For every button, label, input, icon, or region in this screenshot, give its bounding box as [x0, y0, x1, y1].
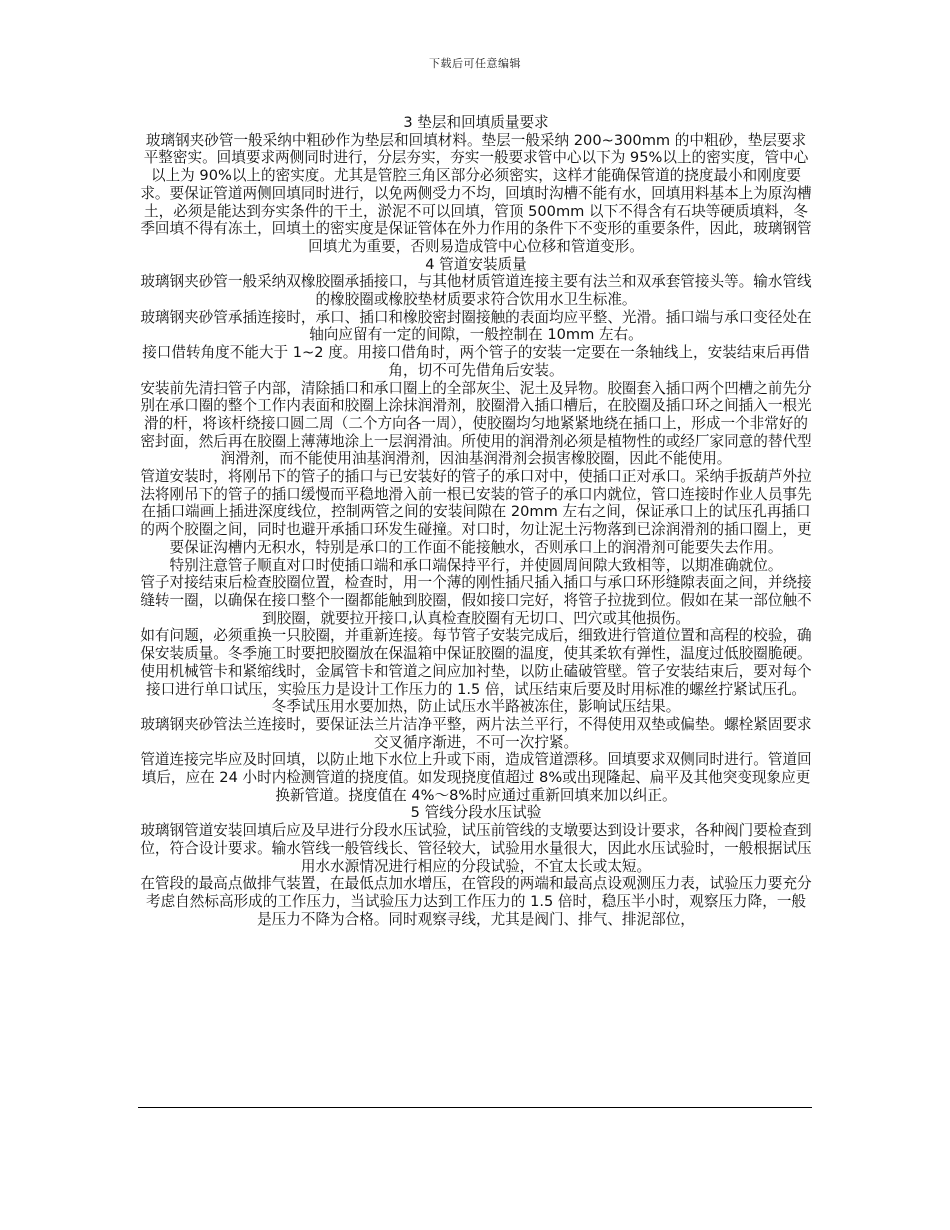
body-paragraph: 玻璃钢夹砂管法兰连接时，要保证法兰片洁净平整，两片法兰平行，不得使用双垫或偏垫。螺栓紧固要求交叉循序渐进，不可一次拧紧。 [140, 715, 812, 751]
body-paragraph: 安装前先清扫管子内部，清除插口和承口圈上的全部灰尘、泥土及异物。胶圈套入插口两个凹槽之前先分别在承口圈的整个工作内表面和胶圈上涂抹润滑剂，胶圈滑入插口槽后，在胶圈及插口环之间插入一根光滑的杆，将该杆绕接口圆二周（二个方向各一周），使胶圈均匀地紧紧地绕在插口上，形成一个非常好的密封面，然后再在胶圈上薄薄地涂上一层润滑油。所使用的润滑剂必须是植物性的或经厂家同意的替代型润滑剂，而不能使用油基润滑剂，因油基润滑剂会损害橡胶圈，因此不能使用。 [140, 379, 812, 468]
body-paragraph: 玻璃钢夹砂管一般采纳双橡胶圈承插接口，与其他材质管道连接主要有法兰和双承套管接头等。输水管线的橡胶圈或橡胶垫材质要求符合饮用水卫生标准。 [140, 273, 812, 309]
bottom-rule [138, 1107, 812, 1108]
document-body [140, 114, 812, 928]
section-heading: 3 垫层和回填质量要求 [403, 114, 549, 131]
body-paragraph: 特别注意管子顺直对口时使插口端和承口端保持平行，并使圆周间隙大致相等，以期准确就位。 [169, 556, 783, 574]
page-header: 下载后可任意编辑 [429, 57, 521, 70]
body-paragraph: 管道安装时，将刚吊下的管子的插口与已安装好的管子的承口对中，使插口正对承口。采纳手扳葫芦外拉法将刚吊下的管子的插口缓慢而平稳地滑入前一根已安装的管子的承口内就位，管口连接时作业人员事先在插口端画上插进深度线位，控制两管之间的安装间隙在 20mm 左右之间，保证承口上的试压孔再插口的两个胶圈之间，同时也避开承插口环发生碰撞。对口时，勿让泥土污物落到已涂润滑剂的插口圈上，更要保证沟槽内无积水，特别是承口的工作面不能接触水，否则承口上的润滑剂可能要失去作用。 [140, 468, 812, 556]
body-paragraph: 玻璃钢夹砂管一般采纳中粗砂作为垫层和回填材料。垫层一般采纳 200~300mm 的中粗砂，垫层要求平整密实。回填要求两侧同时进行，分层夯实，夯实一般要求管中心以下为 95%以上的密实度，管中心以上为 90%以上的密实度。尤其是管腔三角区部分必须密实，这样才能确保管道的挠度最小和刚度要求。要保证管道两侧回填同时进行，以免两侧受力不均，回填时沟槽不能有水，回填用料基本上为原沟槽土，必须是能达到夯实条件的干土，淤泥不可以回填，管顶 500mm 以下不得含有石块等硬质填料，冬季回填不得有冻土，回填土的密实度是保证管体在外力作用的条件下不变形的重要条件，因此，玻璃钢管回填尤为重要，否则易造成管中心位移和管道变形。 [140, 131, 812, 255]
section-heading: 5 管线分段水压试验 [410, 804, 542, 822]
body-paragraph: 玻璃钢夹砂管承插连接时，承口、插口和橡胶密封圈接触的表面均应平整、光滑。插口端与承口变径处在轴向应留有一定的间隙，一般控制在 10mm 左右。 [140, 308, 812, 344]
body-paragraph: 管道连接完毕应及时回填，以防止地下水位上升或下雨，造成管道漂移。回填要求双侧同时进行。管道回填后，应在 24 小时内检测管道的挠度值。如发现挠度值超过 8%或出现隆起、扁平及其他突变现象应更换新管道。挠度值在 4%～8%时应通过重新回填来加以纠正。 [140, 751, 812, 804]
section-heading: 4 管道安装质量 [425, 255, 527, 273]
body-paragraph: 如有问题，必须重换一只胶圈，并重新连接。每节管子安装完成后，细致进行管道位置和高程的校验，确保安装质量。冬季施工时要把胶圈放在保温箱中保证胶圈的温度，使其柔软有弹性，温度过低胶圈脆硬。使用机械管卡和紧缩线时，金属管卡和管道之间应加衬垫，以防止磕破管壁。管子安装结束后，要对每个接口进行单口试压，实验压力是设计工作压力的 1.5 倍，试压结束后要及时用标准的螺丝拧紧试压孔。冬季试压用水要加热，防止试压水半路被冻住，影响试压结果。 [140, 627, 812, 716]
body-paragraph: 玻璃钢管道安装回填后应及早进行分段水压试验，试压前管线的支墩要达到设计要求，各种阀门要检查到位，符合设计要求。输水管线一般管线长、管径较大，试验用水量很大，因此水压试验时，一般根据试压用水水源情况进行相应的分段试验，不宜太长或太短。 [140, 822, 812, 875]
body-paragraph: 接口借转角度不能大于 1~2 度。用接口借角时，两个管子的安装一定要在一条轴线上，安装结束后再借角，切不可先借角后安装。 [142, 344, 810, 379]
body-paragraph: 管子对接结束后检查胶圈位置，检查时，用一个薄的刚性插尺插入插口与承口环形缝隙表面之间，并绕接缝转一圈，以确保在接口整个一圈都能触到胶圈，假如接口完好，将管子拉拢到位。假如在某一部位触不到胶圈，就要拉开接口,认真检查胶圈有无切口、凹穴或其他损伤。 [140, 574, 812, 627]
body-paragraph: 在管段的最高点做排气装置，在最低点加水增压，在管段的两端和最高点设观测压力表，试验压力要充分考虑自然标高形成的工作压力，当试验压力达到工作压力的 1.5 倍时，稳压半小时，观察压力降，一般是压力不降为合格。同时观察寻线，尤其是阀门、排气、排泥部位， [140, 875, 812, 928]
